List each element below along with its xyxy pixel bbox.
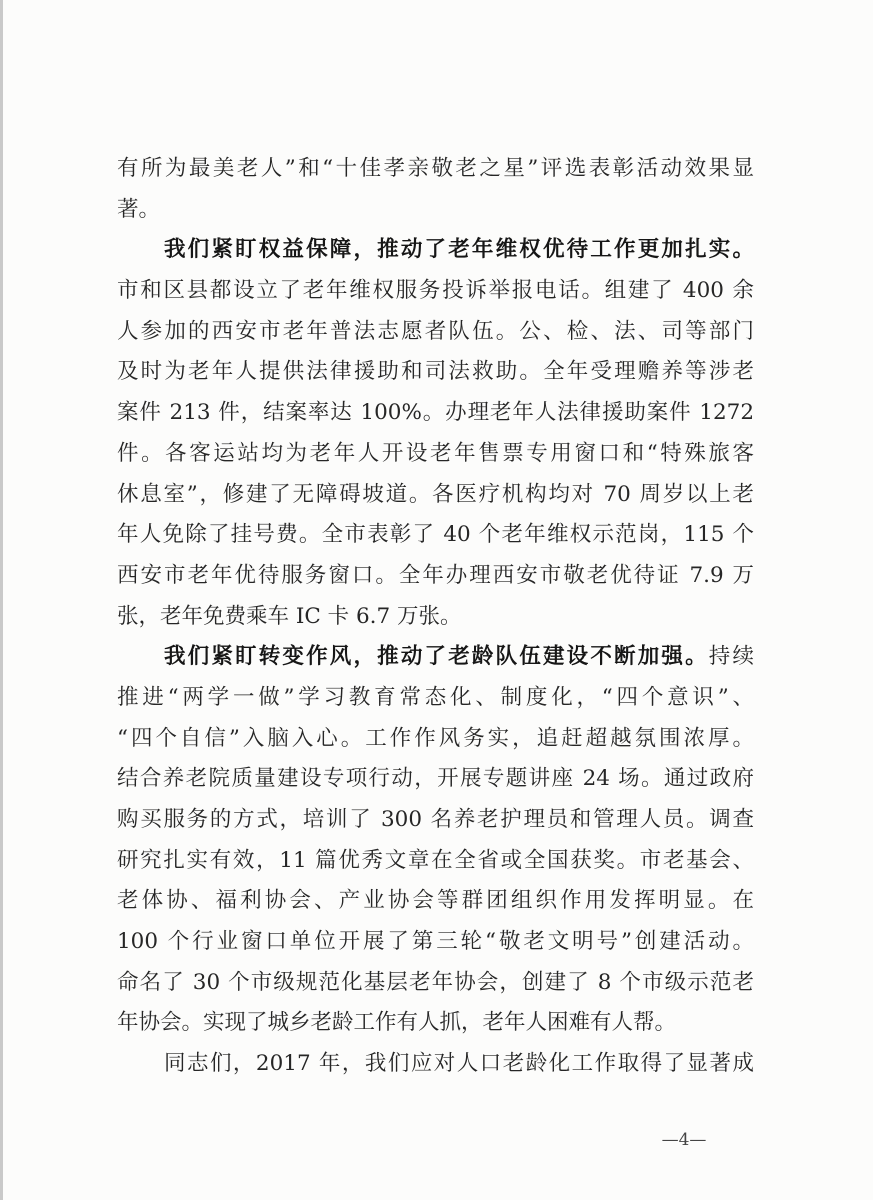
text-line: 命名了 30 个市级规范化基层老年协会，创建了 8 个市级示范老 — [117, 969, 754, 995]
text-line: 及时为老年人提供法律援助和司法救助。全年受理赡养等涉老 — [117, 359, 754, 385]
text-line: 著。 — [117, 196, 161, 222]
text-line: 年协会。实现了城乡老龄工作有人抓，老年人困难有人帮。 — [117, 1010, 677, 1036]
text-line: 人参加的西安市老年普法志愿者队伍。公、检、法、司等部门 — [117, 318, 754, 344]
text-line: 有所为最美老人”和“十佳孝亲敬老之星”评选表彰活动效果显 — [117, 156, 754, 181]
page-number: —4— — [661, 1130, 707, 1150]
text-line: 结合养老院质量建设专项行动，开展专题讲座 24 场。通过政府 — [117, 766, 754, 792]
text-line: 同志们，2017 年，我们应对人口老龄化工作取得了显著成 — [164, 1051, 754, 1077]
text-line: 案件 213 件，结案率达 100%。办理老年人法律援助案件 1272 — [117, 400, 754, 426]
text-line: 年人免除了挂号费。全市表彰了 40 个老年维权示范岗，115 个 — [117, 522, 754, 548]
body-text — [117, 149, 754, 1085]
text-line: 休息室”，修建了无障碍坡道。各医疗机构均对 70 周岁以上老 — [117, 481, 754, 507]
text-line: 购买服务的方式，培训了 300 名养老护理员和管理人员。调查 — [117, 807, 754, 832]
section-heading-line — [117, 230, 754, 271]
text-line: 市和区县都设立了老年维权服务投诉举报电话。组建了 400 余 — [117, 278, 754, 304]
text-line: 推进“两学一做”学习教育常态化、制度化，“四个意识”、 — [117, 684, 754, 710]
text-line: 老体协、福利协会、产业协会等群团组织作用发挥明显。在 — [117, 888, 754, 914]
section-heading: 我们紧盯权益保障，推动了老年维权优待工作更加扎实。 — [164, 237, 754, 263]
text-line: 西安市老年优待服务窗口。全年办理西安市敬老优待证 7.9 万 — [117, 562, 754, 588]
text-line: 件。各客运站均为老年人开设老年售票专用窗口和“特殊旅客 — [117, 440, 754, 466]
section-heading: 我们紧盯转变作风，推动了老龄队伍建设不断加强。 — [164, 644, 709, 670]
scan-edge — [0, 0, 3, 1200]
text-line: “四个自信”入脑入心。工作作风务实，追赶超越氛围浓厚。 — [117, 725, 754, 751]
text-line: 100 个行业窗口单位开展了第三轮“敬老文明号”创建活动。 — [117, 929, 754, 955]
section-heading-line — [117, 637, 754, 678]
text-line: 张，老年免费乘车 IC 卡 6.7 万张。 — [117, 603, 462, 629]
text-line: 研究扎实有效，11 篇优秀文章在全省或全国获奖。市老基会、 — [117, 847, 754, 873]
text-run: 持续 — [708, 644, 754, 670]
